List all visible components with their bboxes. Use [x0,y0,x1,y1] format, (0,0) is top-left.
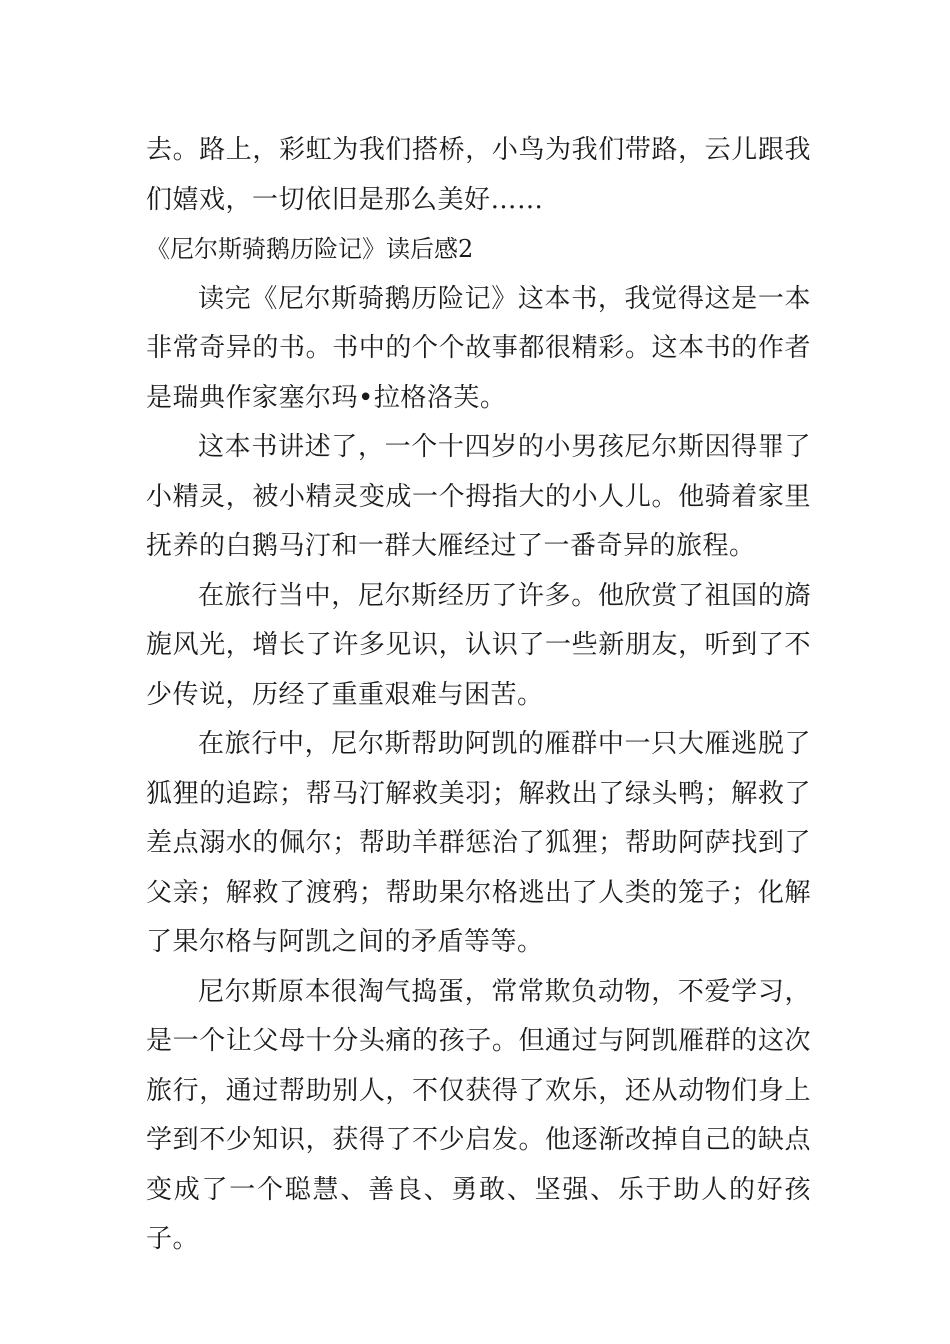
document-body [146,126,811,1265]
paragraph-5: 尼尔斯原本很淘气捣蛋，常常欺负动物，不爱学习，是一个让父母十分头痛的孩子。但通过与阿凯雁群的这次旅行，通过帮助别人，不仅获得了欢乐，还从动物们身上学到不少知识，获得了不少启发。他逐渐改掉自己的缺点变成了一个聪慧、善良、勇敢、坚强、乐于助人的好孩子。 [146,976,811,1254]
section-title: 《尼尔斯骑鹅历险记》读后感2 [146,235,474,263]
paragraph-1: 读完《尼尔斯骑鹅历险记》这本书，我觉得这是一本非常奇异的书。书中的个个故事都很精彩。这本书的作者是瑞典作家塞尔玛•拉格洛芙。 [146,283,811,413]
paragraph-4: 在旅行中，尼尔斯帮助阿凯的雁群中一只大雁逃脱了狐狸的追踪；帮马汀解救美羽；解救出了绿头鸭；解救了差点溺水的佩尔；帮助羊群惩治了狐狸；帮助阿萨找到了父亲；解救了渡鸦；帮助果尔格逃出了人类的笼子；化解了果尔格与阿凯之间的矛盾等等。 [146,729,811,957]
continued-paragraph: 去。路上，彩虹为我们搭桥，小鸟为我们带路，云儿跟我们嬉戏，一切依旧是那么美好…… [146,135,811,215]
paragraph-3: 在旅行当中，尼尔斯经历了许多。他欣赏了祖国的旖旎风光，增长了许多见识，认识了一些新朋友，听到了不少传说，历经了重重艰难与困苦。 [146,580,811,710]
paragraph-2: 这本书讲述了，一个十四岁的小男孩尼尔斯因得罪了小精灵，被小精灵变成一个拇指大的小人儿。他骑着家里抚养的白鹅马汀和一群大雁经过了一番奇异的旅程。 [146,432,811,561]
